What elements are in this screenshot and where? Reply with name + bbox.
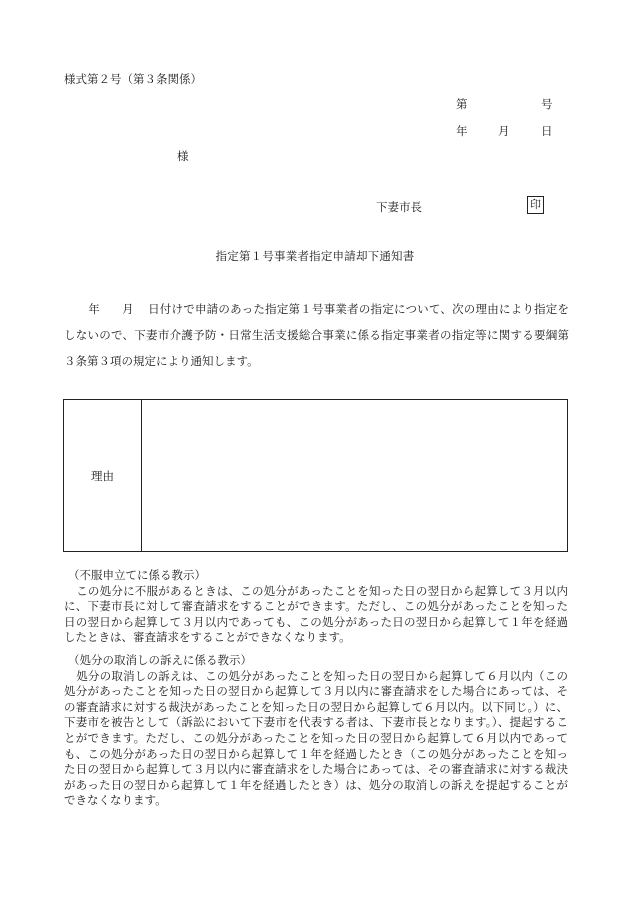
revocation-notice bbox=[64, 653, 568, 809]
document-number-suffix: 号 bbox=[541, 97, 553, 111]
revocation-text: 処分の取消しの訴えは、この処分があったことを知った日の翌日から起算して６月以内（この処分があったことを知った日の翌日から起算して３月以内に審査請求をした場合にあっては、その審査請求に対する裁決があったことを知った日の翌日から起算して６月以内。以下同じ。）に、下妻市を被告として（訴訟において下妻市を代表する者は、下妻市長となります。）、提起することができます。ただし、この処分があったことを知った日の翌日から起算して６月以内であっても、この処分があった日の翌日から起算して１年を経過したとき（この処分があったことを知った日の翌日から起算して３月以内に審査請求をした場合にあっては、その審査請求に対する裁決があった日の翌日から起算して１年を経過したとき）は、処分の取消しの訴えを提起することができなくなります。 bbox=[64, 668, 568, 808]
body-lead-month: 月 bbox=[121, 302, 134, 316]
objection-notice bbox=[64, 568, 568, 646]
form-number: 様式第２号（第３条関係） bbox=[64, 72, 202, 86]
date-month: 月 bbox=[498, 124, 510, 138]
body-lead-year: 年 bbox=[88, 302, 100, 316]
document-number-prefix: 第 bbox=[456, 97, 468, 111]
reason-label: 理由 bbox=[91, 469, 114, 483]
date-year: 年 bbox=[456, 124, 468, 138]
date-day: 日 bbox=[541, 124, 553, 138]
seal-mark: 印 bbox=[527, 196, 544, 214]
addressee-suffix: 様 bbox=[177, 149, 189, 163]
issuer-name: 下妻市長 bbox=[376, 200, 422, 214]
reason-table bbox=[63, 399, 568, 552]
reason-table-divider bbox=[141, 400, 142, 551]
objection-heading: （不服申立てに係る教示） bbox=[68, 568, 206, 582]
notice-body bbox=[64, 296, 569, 374]
document-title: 指定第１号事業者指定申請却下通知書 bbox=[215, 249, 415, 263]
objection-text: この処分に不服があるときは、この処分があったことを知った日の翌日から起算して３月以内に、下妻市長に対して審査請求をすることができます。ただし、この処分があったことを知った日の翌日から起算して３月以内であっても、この処分があった日の翌日から起算して１年を経過したときは、審査請求をすることができなくなります。 bbox=[64, 583, 568, 645]
revocation-heading: （処分の取消しの訴えに係る教示） bbox=[68, 653, 252, 667]
body-text: 日付けで申請のあった指定第１号事業者の指定について、次の理由により指定をしないので、下妻市介護予防・日常生活支援総合事業に係る指定事業者の指定等に関する要綱第３条第３項の規定により通知します。 bbox=[64, 302, 570, 368]
